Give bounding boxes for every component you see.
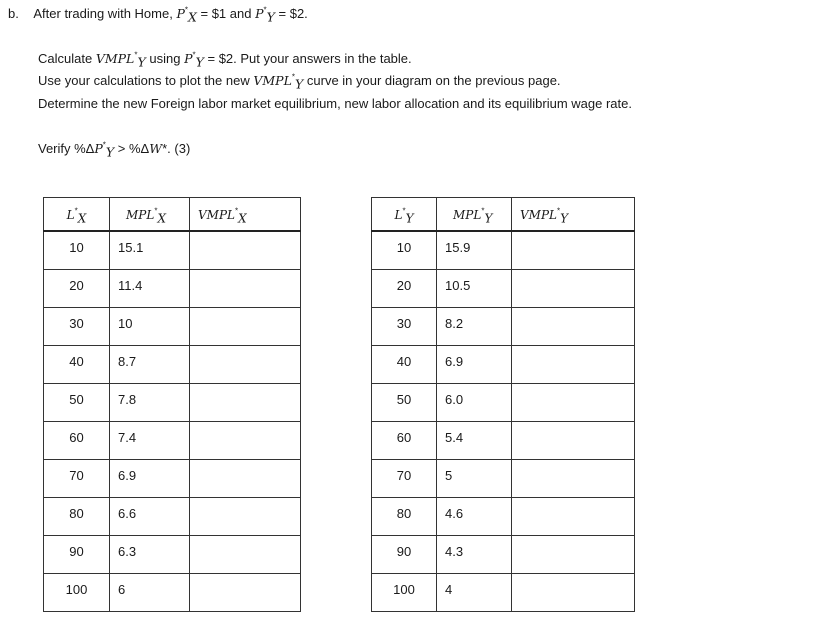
table-y-labor-cell: 10: [372, 231, 437, 270]
table-x-labor-cell: 70: [44, 460, 110, 498]
table-y-vmpl-input-cell[interactable]: [512, 536, 635, 574]
table-y: [371, 197, 635, 612]
table-y-mpl-cell: 5: [437, 460, 512, 498]
table-x-labor-cell: 30: [44, 308, 110, 346]
table-x-header: [44, 198, 301, 232]
table-x-row: [44, 536, 301, 574]
table-y-row: [372, 460, 635, 498]
verify-line: Verify $\%\Delta P^*_Y > \%\Delta W*$. (3): [38, 140, 191, 160]
header-mpl-y: $MPL^*_Y$: [437, 198, 512, 232]
table-x-row: [44, 384, 301, 422]
table-x-labor-cell: 20: [44, 270, 110, 308]
table-y-header: [372, 198, 635, 232]
table-y-vmpl-input-cell[interactable]: [512, 384, 635, 422]
header-mpl-x: $MPL^*_X$: [110, 198, 190, 232]
table-x-vmpl-input-cell[interactable]: [190, 270, 301, 308]
header-labor-x: $L^*_X$: [44, 198, 110, 232]
table-y-mpl-cell: 4.3: [437, 536, 512, 574]
table-y-row: [372, 270, 635, 308]
table-y-mpl-cell: 4.6: [437, 498, 512, 536]
table-y-labor-cell: 80: [372, 498, 437, 536]
table-y-labor-cell: 40: [372, 346, 437, 384]
table-x-row: [44, 460, 301, 498]
table-y-labor-cell: 30: [372, 308, 437, 346]
table-x-labor-cell: 100: [44, 574, 110, 612]
table-y-mpl-cell: 10.5: [437, 270, 512, 308]
table-y-labor-cell: 50: [372, 384, 437, 422]
table-x-labor-cell: 60: [44, 422, 110, 460]
instruction-line-2: Use your calculations to plot the new $VMPL^*_Y$ curve in your diagram on the previous page.: [38, 72, 561, 92]
table-x-labor-cell: 40: [44, 346, 110, 384]
table-y-row: [372, 422, 635, 460]
table-y-row: [372, 384, 635, 422]
header-labor-y: $L^*_Y$: [372, 198, 437, 232]
table-x-vmpl-input-cell[interactable]: [190, 384, 301, 422]
question-label: b.: [8, 6, 19, 21]
table-x-vmpl-input-cell[interactable]: [190, 422, 301, 460]
instruction-line-3: Determine the new Foreign labor market equilibrium, new labor allocation and its equilibrium wage rate.: [38, 96, 632, 111]
table-y-labor-cell: 100: [372, 574, 437, 612]
table-x-vmpl-input-cell[interactable]: [190, 536, 301, 574]
table-y-row: [372, 346, 635, 384]
table-x-vmpl-input-cell[interactable]: [190, 346, 301, 384]
table-y-labor-cell: 90: [372, 536, 437, 574]
question-intro: b. After trading with Home, $P^*_X$ = $1 and $P^*_Y$ = $2.: [8, 5, 308, 25]
table-x-mpl-cell: 10: [110, 308, 190, 346]
table-x-labor-cell: 90: [44, 536, 110, 574]
table-x-labor-cell: 50: [44, 384, 110, 422]
table-x-mpl-cell: 7.4: [110, 422, 190, 460]
table-x-mpl-cell: 8.7: [110, 346, 190, 384]
table-y-vmpl-input-cell[interactable]: [512, 270, 635, 308]
table-y-row: [372, 231, 635, 270]
table-y-mpl-cell: 5.4: [437, 422, 512, 460]
table-x-vmpl-input-cell[interactable]: [190, 498, 301, 536]
table-y-vmpl-input-cell[interactable]: [512, 460, 635, 498]
table-y-labor-cell: 70: [372, 460, 437, 498]
header-vmpl-y: $VMPL^*_Y$: [512, 198, 635, 232]
table-y-mpl-cell: 8.2: [437, 308, 512, 346]
table-x-vmpl-input-cell[interactable]: [190, 308, 301, 346]
table-x-vmpl-input-cell[interactable]: [190, 231, 301, 270]
table-y-mpl-cell: 15.9: [437, 231, 512, 270]
table-x-mpl-cell: 15.1: [110, 231, 190, 270]
table-x-vmpl-input-cell[interactable]: [190, 574, 301, 612]
table-x-mpl-cell: 6: [110, 574, 190, 612]
table-y-mpl-cell: 6.0: [437, 384, 512, 422]
table-x-row: [44, 308, 301, 346]
table-x: [43, 197, 301, 612]
table-x-row: [44, 270, 301, 308]
table-y-labor-cell: 20: [372, 270, 437, 308]
table-y-row: [372, 536, 635, 574]
table-x-row: [44, 574, 301, 612]
table-x-mpl-cell: 6.3: [110, 536, 190, 574]
instruction-line-1: Calculate $VMPL^*_Y$ using $P^*_Y$ = $2. Put your answers in the table.: [38, 50, 412, 70]
header-vmpl-x: $VMPL^*_X$: [190, 198, 301, 232]
table-y-vmpl-input-cell[interactable]: [512, 574, 635, 612]
table-x-mpl-cell: 6.9: [110, 460, 190, 498]
table-y-vmpl-input-cell[interactable]: [512, 498, 635, 536]
table-y-vmpl-input-cell[interactable]: [512, 308, 635, 346]
table-y-vmpl-input-cell[interactable]: [512, 231, 635, 270]
table-y-vmpl-input-cell[interactable]: [512, 346, 635, 384]
table-x-row: [44, 422, 301, 460]
table-x-mpl-cell: 11.4: [110, 270, 190, 308]
table-y-row: [372, 498, 635, 536]
table-y-row: [372, 574, 635, 612]
table-x-mpl-cell: 7.8: [110, 384, 190, 422]
table-x-vmpl-input-cell[interactable]: [190, 460, 301, 498]
table-y-vmpl-input-cell[interactable]: [512, 422, 635, 460]
table-y-row: [372, 308, 635, 346]
table-x-labor-cell: 80: [44, 498, 110, 536]
table-x-row: [44, 346, 301, 384]
table-x-row: [44, 498, 301, 536]
table-y-mpl-cell: 4: [437, 574, 512, 612]
table-x-labor-cell: 10: [44, 231, 110, 270]
table-x-row: [44, 231, 301, 270]
table-y-mpl-cell: 6.9: [437, 346, 512, 384]
table-x-mpl-cell: 6.6: [110, 498, 190, 536]
table-y-labor-cell: 60: [372, 422, 437, 460]
